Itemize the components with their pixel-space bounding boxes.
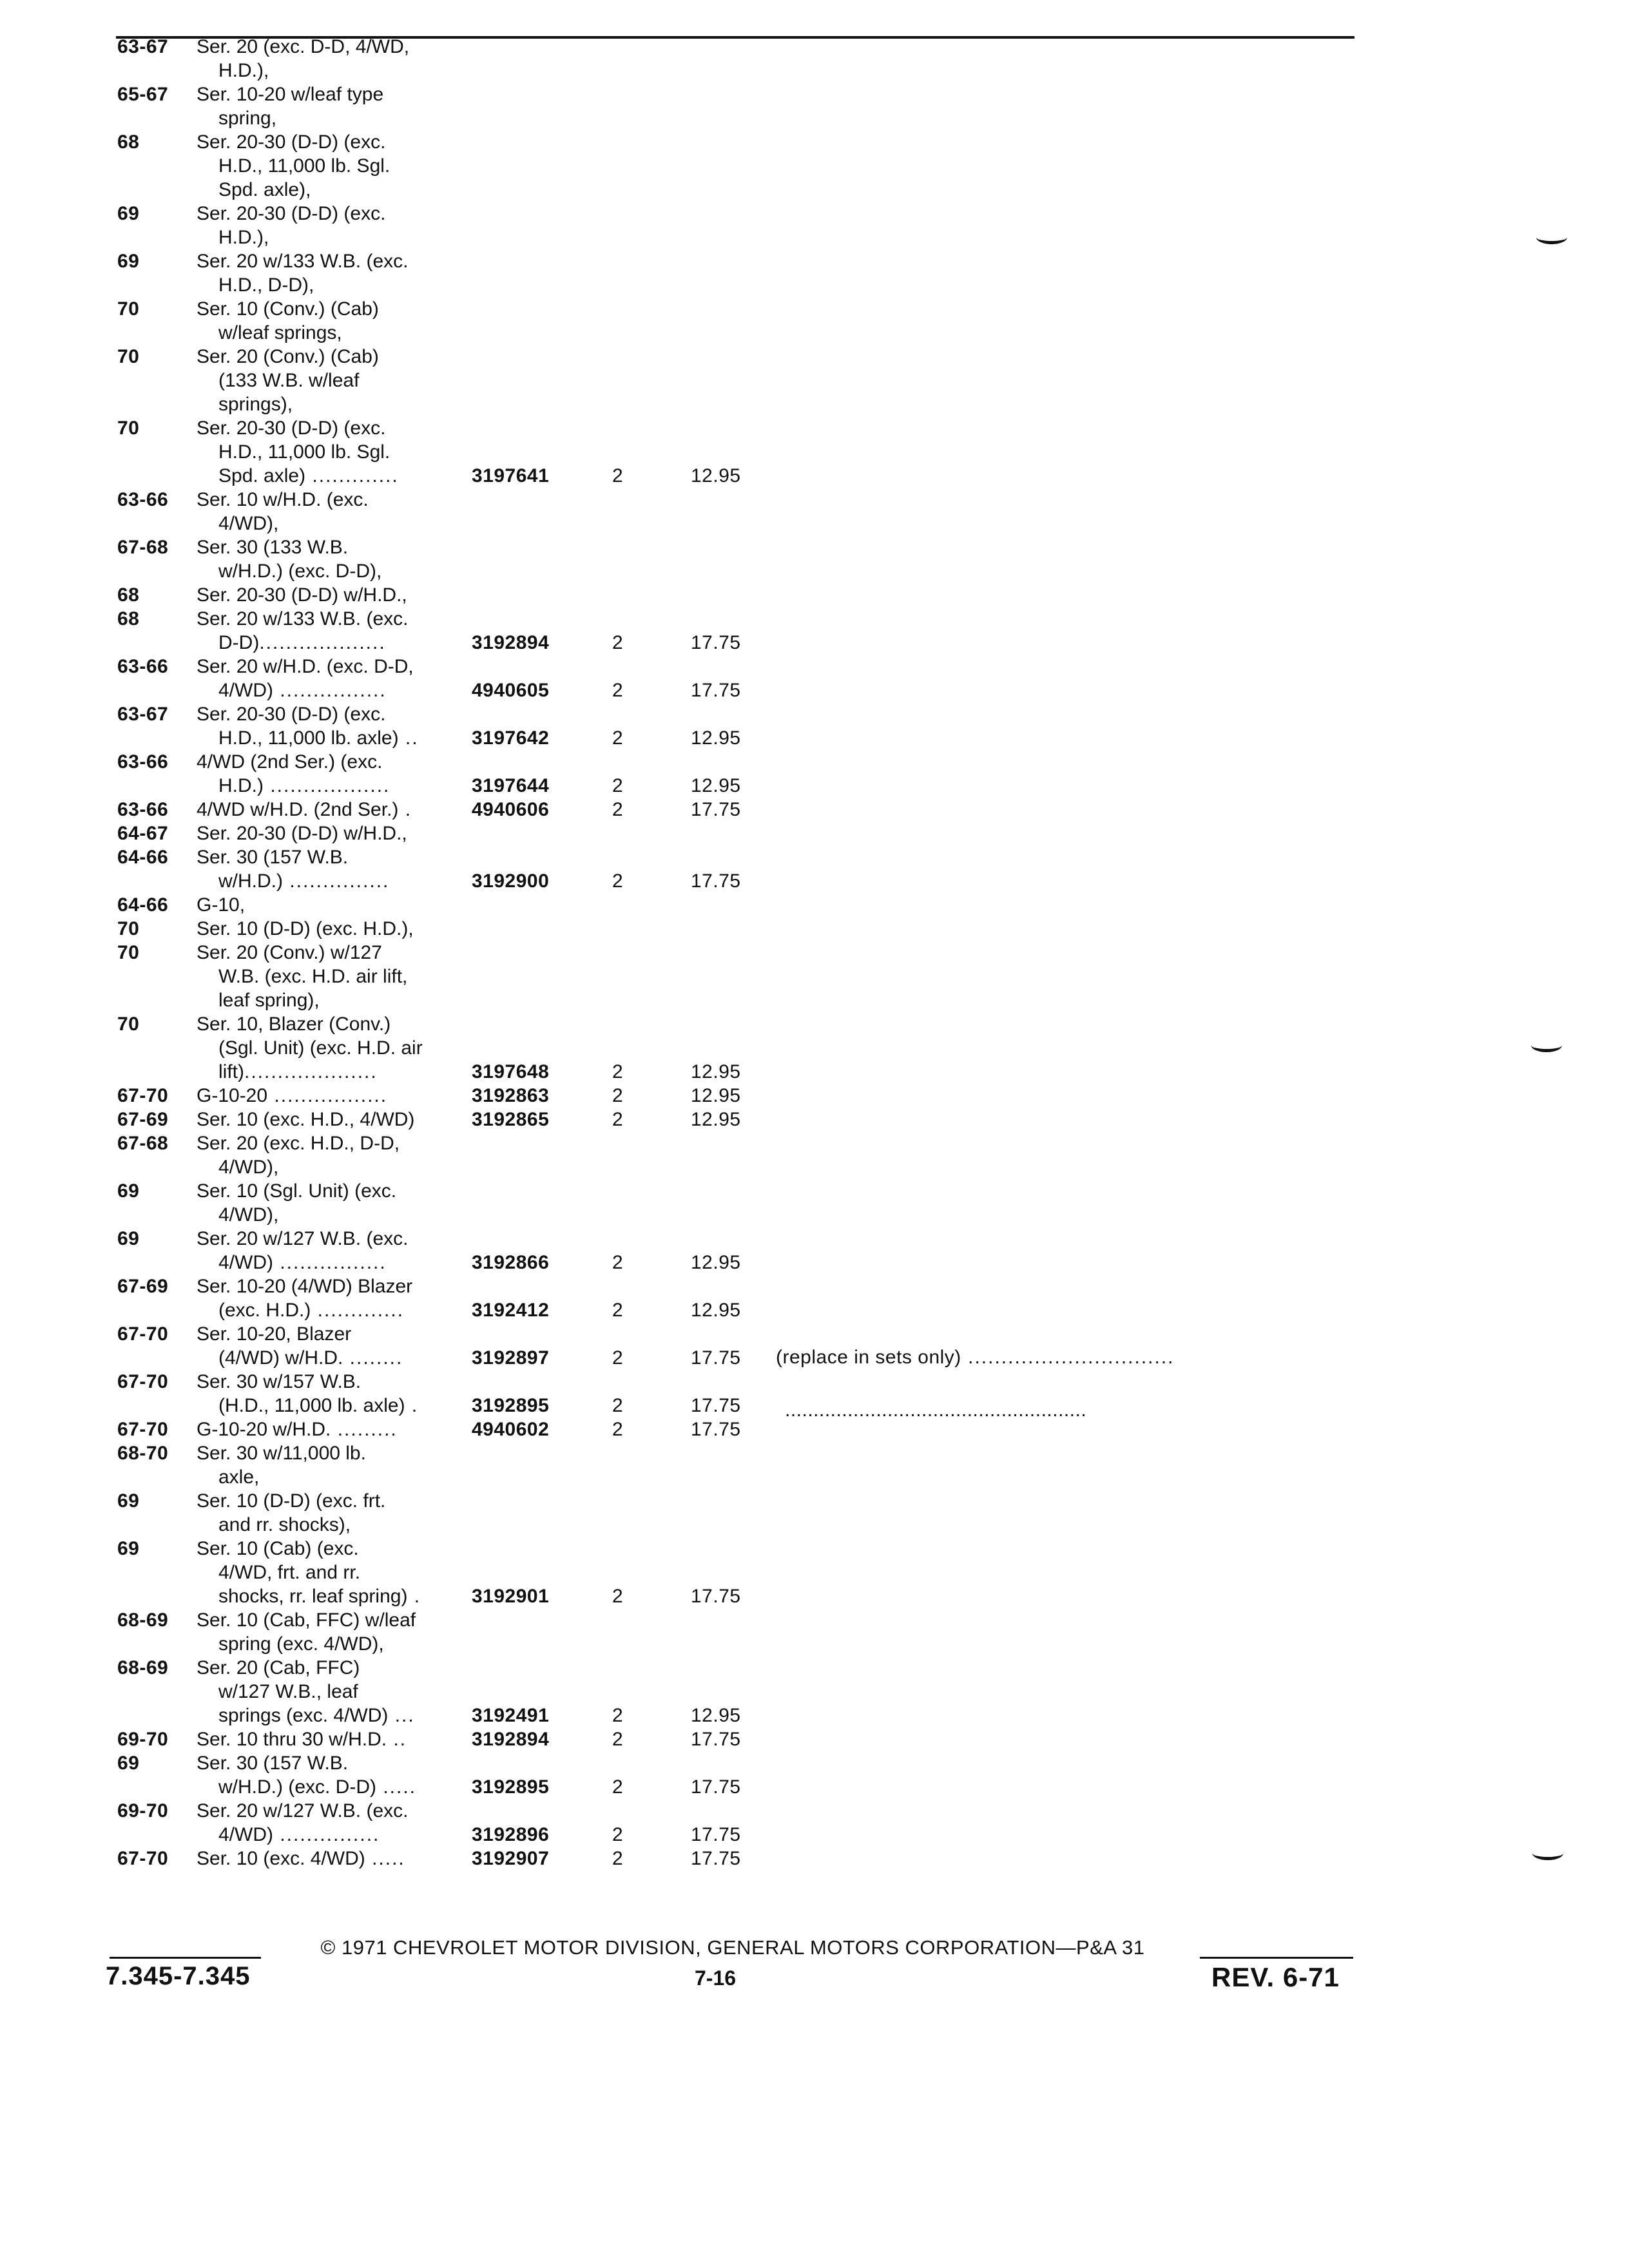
price: 17.75	[691, 1729, 741, 1750]
description-text: w/H.D.)	[218, 870, 283, 892]
quantity: 2	[612, 1395, 623, 1416]
application-description	[197, 822, 583, 845]
application-description	[197, 488, 583, 535]
model-year: 69	[117, 1228, 140, 1249]
model-year: 67-70	[117, 1848, 169, 1869]
model-year: 70	[117, 298, 140, 320]
model-year: 68	[117, 131, 140, 153]
description-line	[197, 559, 583, 583]
quantity: 2	[612, 465, 623, 486]
model-year: 63-66	[117, 799, 169, 820]
description-text: 4/WD)	[218, 1252, 273, 1273]
model-year: 69	[117, 251, 140, 272]
description-line	[197, 750, 583, 774]
application-description	[197, 941, 583, 1012]
model-year: 69	[117, 1538, 140, 1559]
application-description	[197, 249, 583, 297]
description-text: H.D.),	[218, 60, 269, 81]
model-year: 70	[117, 346, 140, 367]
price: 17.75	[691, 870, 741, 892]
model-year: 69	[117, 1753, 140, 1774]
model-year: 70	[117, 418, 140, 439]
description-line	[197, 35, 583, 59]
model-year: 69-70	[117, 1729, 169, 1750]
description-line	[197, 1203, 583, 1227]
quantity: 2	[612, 1419, 623, 1440]
description-text: Ser. 20 w/H.D. (exc. D-D,	[197, 656, 414, 677]
application-description	[197, 583, 583, 607]
dot-leader: ..	[398, 727, 419, 749]
description-line	[197, 822, 583, 845]
description-line	[197, 1608, 583, 1632]
revision-label: REV. 6-71	[1211, 1962, 1340, 1992]
replace-note-leader: ...............................	[961, 1347, 1175, 1368]
model-year: 63-66	[117, 656, 169, 677]
description-text: Ser. 20 (exc. D-D, 4/WD,	[197, 36, 410, 57]
model-year: 63-67	[117, 36, 169, 57]
description-line	[197, 392, 583, 416]
description-line	[197, 154, 583, 178]
description-line	[197, 178, 583, 202]
description-text: Ser. 10, Blazer (Conv.)	[197, 1014, 391, 1035]
description-line	[197, 1036, 583, 1060]
application-description	[197, 297, 583, 345]
description-text: Ser. 30 (157 W.B.	[197, 1753, 349, 1774]
price: 12.95	[691, 1085, 741, 1106]
part-number: 3192897	[472, 1347, 550, 1369]
description-text: Ser. 10-20 (4/WD) Blazer	[197, 1276, 413, 1297]
description-line	[197, 297, 583, 321]
description-text: D-D)	[218, 632, 260, 653]
description-text: 4/WD),	[218, 1157, 279, 1178]
description-text: shocks, rr. leaf spring)	[218, 1586, 408, 1607]
model-year: 67-68	[117, 1133, 169, 1154]
description-text: G-10-20	[197, 1085, 268, 1106]
description-text: Ser. 20 (Conv.) (Cab)	[197, 346, 379, 367]
quantity: 2	[612, 870, 623, 892]
dot-leader: ...............	[273, 1824, 380, 1845]
description-line	[197, 1561, 583, 1584]
description-text: Ser. 10 w/H.D. (exc.	[197, 489, 369, 510]
price: 12.95	[691, 1109, 741, 1130]
continuation-leader: .....................................................	[785, 1399, 1087, 1421]
description-line	[197, 321, 583, 345]
dot-leader: .....	[376, 1776, 416, 1798]
description-line	[197, 416, 583, 440]
price: 17.75	[691, 1848, 741, 1869]
description-line	[197, 893, 583, 917]
model-year: 69	[117, 203, 140, 224]
quantity: 2	[612, 1252, 623, 1273]
description-line	[197, 512, 583, 535]
dot-leader: ...................	[259, 632, 386, 653]
description-text: w/leaf springs,	[218, 322, 342, 343]
dot-leader: ...	[388, 1705, 415, 1726]
model-year: 63-67	[117, 704, 169, 725]
description-text: Ser. 10 (D-D) (exc. H.D.),	[197, 918, 414, 939]
application-description	[197, 1608, 583, 1656]
description-text: Ser. 20-30 (D-D) (exc.	[197, 704, 386, 725]
quantity: 2	[612, 775, 623, 796]
price: 17.75	[691, 1824, 741, 1845]
application-description	[197, 345, 583, 416]
dot-leader: ..	[387, 1729, 407, 1750]
application-description	[197, 1441, 583, 1489]
quantity: 2	[612, 1061, 623, 1082]
footer-rule-right	[1200, 1957, 1353, 1959]
description-line	[197, 1632, 583, 1656]
description-text: spring,	[218, 108, 277, 129]
description-text: (H.D., 11,000 lb. axle)	[218, 1395, 405, 1416]
part-number: 3192901	[472, 1586, 550, 1607]
description-text: leaf spring),	[218, 990, 320, 1011]
description-text: Ser. 10 (Sgl. Unit) (exc.	[197, 1180, 397, 1202]
part-number: 3192895	[472, 1395, 550, 1416]
model-year: 65-67	[117, 84, 169, 105]
description-text: Ser. 20 w/133 W.B. (exc.	[197, 608, 409, 629]
part-number: 3192900	[472, 870, 550, 892]
description-line	[197, 130, 583, 154]
price: 17.75	[691, 1776, 741, 1798]
model-year: 67-70	[117, 1085, 169, 1106]
application-description	[197, 35, 583, 82]
model-year: 68	[117, 608, 140, 629]
price: 12.95	[691, 775, 741, 796]
quantity: 2	[612, 1705, 623, 1726]
quantity: 2	[612, 1300, 623, 1321]
part-number: 4940602	[472, 1419, 550, 1440]
dot-leader: ........	[343, 1347, 403, 1369]
description-text: 4/WD),	[218, 513, 279, 534]
description-text: Spd. axle)	[218, 465, 306, 486]
description-line	[197, 369, 583, 392]
description-text: (Sgl. Unit) (exc. H.D. air	[218, 1037, 423, 1059]
page-number: 7-16	[695, 1966, 737, 1990]
part-number: 3192865	[472, 1109, 550, 1130]
description-line	[197, 535, 583, 559]
description-text: Ser. 20 (exc. H.D., D-D,	[197, 1133, 400, 1154]
description-text: Ser. 10 (Cab) (exc.	[197, 1538, 359, 1559]
dot-leader: .............	[305, 465, 399, 486]
description-text: (133 W.B. w/leaf	[218, 370, 360, 391]
quantity: 2	[612, 1085, 623, 1106]
description-line	[197, 59, 583, 82]
application-description	[197, 82, 583, 130]
dot-leader: ....................	[244, 1061, 378, 1082]
dot-leader: .....	[365, 1848, 405, 1869]
description-text: Ser. 20 w/133 W.B. (exc.	[197, 251, 409, 272]
description-line	[197, 917, 583, 941]
quantity: 2	[612, 1586, 623, 1607]
model-year: 63-66	[117, 489, 169, 510]
part-number: 3192866	[472, 1252, 550, 1273]
description-text: Ser. 30 (133 W.B.	[197, 537, 349, 558]
model-year: 67-69	[117, 1109, 169, 1130]
quantity: 2	[612, 632, 623, 653]
quantity: 2	[612, 1109, 623, 1130]
dot-leader: ..................	[264, 775, 390, 796]
description-line	[197, 1680, 583, 1704]
application-description	[197, 917, 583, 941]
description-text: springs),	[218, 394, 293, 415]
quantity: 2	[612, 1776, 623, 1798]
application-description	[197, 1179, 583, 1227]
description-text: Ser. 20-30 (D-D) w/H.D.,	[197, 823, 407, 844]
application-description	[197, 535, 583, 583]
dot-leader: ...............	[283, 870, 390, 892]
description-line	[197, 1441, 583, 1465]
description-text: H.D.)	[218, 775, 264, 796]
description-line	[197, 1131, 583, 1155]
description-text: Ser. 10 (exc. H.D., 4/WD)	[197, 1109, 415, 1130]
description-line	[197, 202, 583, 226]
description-line	[197, 249, 583, 273]
description-line	[197, 1799, 583, 1823]
margin-tick-mark	[1531, 1039, 1562, 1052]
part-number: 3192896	[472, 1824, 550, 1845]
model-year: 70	[117, 918, 140, 939]
description-text: w/127 W.B., leaf	[218, 1681, 358, 1702]
replace-in-sets-note	[776, 1345, 1175, 1369]
application-description	[197, 1489, 583, 1537]
quantity: 2	[612, 1824, 623, 1845]
part-number: 3192895	[472, 1776, 550, 1798]
description-text: G-10,	[197, 894, 246, 916]
description-line	[197, 1513, 583, 1537]
description-line	[197, 941, 583, 965]
quantity: 2	[612, 1729, 623, 1750]
description-text: Ser. 20-30 (D-D) w/H.D.,	[197, 584, 407, 606]
description-text: Spd. axle),	[218, 179, 311, 200]
model-year: 69	[117, 1490, 140, 1512]
page-code: 7.345-7.345	[106, 1962, 251, 1990]
description-line	[197, 1370, 583, 1394]
description-line	[197, 1465, 583, 1489]
description-text: and rr. shocks),	[218, 1514, 351, 1535]
description-line	[197, 273, 583, 297]
price: 17.75	[691, 1395, 741, 1416]
margin-tick-mark	[1536, 231, 1567, 244]
description-text: Ser. 30 w/157 W.B.	[197, 1371, 361, 1392]
model-year: 70	[117, 942, 140, 963]
price: 12.95	[691, 727, 741, 749]
description-text: H.D., 11,000 lb. Sgl.	[218, 155, 390, 177]
price: 17.75	[691, 632, 741, 653]
price: 17.75	[691, 1586, 741, 1607]
description-text: Ser. 10 (exc. 4/WD)	[197, 1848, 365, 1869]
description-text: H.D., D-D),	[218, 274, 314, 296]
description-line	[197, 1155, 583, 1179]
description-text: 4/WD),	[218, 1204, 279, 1225]
dot-leader: .	[405, 1395, 419, 1416]
description-text: Ser. 20-30 (D-D) (exc.	[197, 131, 386, 153]
model-year: 64-66	[117, 847, 169, 868]
part-number: 3197642	[472, 727, 550, 749]
description-text: Ser. 20 w/127 W.B. (exc.	[197, 1800, 409, 1821]
description-text: Ser. 20-30 (D-D) (exc.	[197, 418, 386, 439]
description-text: Ser. 30 (157 W.B.	[197, 847, 349, 868]
price: 12.95	[691, 1300, 741, 1321]
description-text: Ser. 20-30 (D-D) (exc.	[197, 203, 386, 224]
description-text: H.D., 11,000 lb. Sgl.	[218, 441, 390, 463]
description-text: W.B. (exc. H.D. air lift,	[218, 966, 408, 987]
description-text: (4/WD) w/H.D.	[218, 1347, 343, 1369]
model-year: 64-66	[117, 894, 169, 916]
description-text: 4/WD, frt. and rr.	[218, 1562, 361, 1583]
description-line	[197, 1656, 583, 1680]
description-text: springs (exc. 4/WD)	[218, 1705, 389, 1726]
application-description	[197, 893, 583, 917]
description-text: Ser. 10 (Conv.) (Cab)	[197, 298, 379, 320]
part-number: 3192894	[472, 632, 550, 653]
description-line	[197, 1012, 583, 1036]
description-line	[197, 1322, 583, 1346]
description-text: Ser. 30 w/11,000 lb.	[197, 1443, 366, 1464]
dot-leader: .............	[311, 1300, 405, 1321]
model-year: 67-68	[117, 537, 169, 558]
description-text: Ser. 20 w/127 W.B. (exc.	[197, 1228, 409, 1249]
price: 12.95	[691, 1705, 741, 1726]
description-line	[197, 1537, 583, 1561]
description-text: lift)	[218, 1061, 244, 1082]
model-year: 69	[117, 1180, 140, 1202]
part-number: 4940606	[472, 799, 550, 820]
model-year: 67-69	[117, 1276, 169, 1297]
description-text: 4/WD (2nd Ser.) (exc.	[197, 751, 383, 773]
part-number: 3192491	[472, 1705, 550, 1726]
price: 17.75	[691, 1347, 741, 1369]
model-year: 68-69	[117, 1657, 169, 1678]
application-description	[197, 202, 583, 249]
description-text: Ser. 20 (Cab, FFC)	[197, 1657, 360, 1678]
description-line	[197, 965, 583, 988]
description-text: axle,	[218, 1466, 260, 1488]
description-line	[197, 1227, 583, 1251]
description-text: w/H.D.) (exc. D-D)	[218, 1776, 376, 1798]
description-text: Ser. 10-20, Blazer	[197, 1323, 352, 1345]
model-year: 64-67	[117, 823, 169, 844]
description-line	[197, 226, 583, 249]
description-line	[197, 488, 583, 512]
description-line	[197, 655, 583, 678]
description-line	[197, 1274, 583, 1298]
dot-leader: .................	[267, 1085, 388, 1106]
price: 17.75	[691, 1419, 741, 1440]
model-year: 68	[117, 584, 140, 606]
price: 17.75	[691, 799, 741, 820]
description-line	[197, 1179, 583, 1203]
description-line	[197, 607, 583, 631]
application-description	[197, 1131, 583, 1179]
price: 12.95	[691, 465, 741, 486]
description-line	[197, 440, 583, 464]
description-line	[197, 583, 583, 607]
part-number: 4940605	[472, 680, 550, 701]
description-text: w/H.D.) (exc. D-D),	[218, 561, 382, 582]
quantity: 2	[612, 1347, 623, 1369]
model-year: 68-69	[117, 1610, 169, 1631]
description-text: 4/WD w/H.D. (2nd Ser.)	[197, 799, 399, 820]
description-line	[197, 1489, 583, 1513]
description-text: spring (exc. 4/WD),	[218, 1633, 384, 1655]
description-line	[197, 106, 583, 130]
part-number: 3197644	[472, 775, 550, 796]
part-number: 3192412	[472, 1300, 550, 1321]
quantity: 2	[612, 1848, 623, 1869]
description-text: H.D.),	[218, 227, 269, 248]
price: 12.95	[691, 1252, 741, 1273]
model-year: 70	[117, 1014, 140, 1035]
replace-note-text: (replace in sets only)	[776, 1347, 961, 1368]
description-text: Ser. 10 (D-D) (exc. frt.	[197, 1490, 386, 1512]
price: 17.75	[691, 680, 741, 701]
model-year: 67-70	[117, 1419, 169, 1440]
dot-leader: .........	[331, 1419, 398, 1440]
margin-tick-mark	[1532, 1847, 1563, 1860]
description-line	[197, 1751, 583, 1775]
description-text: Ser. 10 (Cab, FFC) w/leaf	[197, 1610, 416, 1631]
description-text: 4/WD)	[218, 680, 273, 701]
price: 12.95	[691, 1061, 741, 1082]
part-number: 3192907	[472, 1848, 550, 1869]
dot-leader: ................	[273, 1252, 387, 1273]
quantity: 2	[612, 727, 623, 749]
description-line	[197, 988, 583, 1012]
part-number: 3197641	[472, 465, 550, 486]
description-line	[197, 845, 583, 869]
copyright-line: © 1971 CHEVROLET MOTOR DIVISION, GENERAL MOTORS CORPORATION—P&A 31	[320, 1936, 1145, 1959]
description-text: Ser. 10 thru 30 w/H.D.	[197, 1729, 387, 1750]
description-text: H.D., 11,000 lb. axle)	[218, 727, 399, 749]
part-number: 3192863	[472, 1085, 550, 1106]
dot-leader: ................	[273, 680, 387, 701]
description-text: Ser. 20 (Conv.) w/127	[197, 942, 382, 963]
model-year: 67-70	[117, 1323, 169, 1345]
description-line	[197, 82, 583, 106]
quantity: 2	[612, 680, 623, 701]
application-description	[197, 130, 583, 202]
model-year: 69-70	[117, 1800, 169, 1821]
description-line	[197, 345, 583, 369]
description-text: 4/WD)	[218, 1824, 273, 1845]
description-text: Ser. 10-20 w/leaf type	[197, 84, 384, 105]
model-year: 67-70	[117, 1371, 169, 1392]
description-text: G-10-20 w/H.D.	[197, 1419, 331, 1440]
description-line	[197, 702, 583, 726]
part-number: 3192894	[472, 1729, 550, 1750]
quantity: 2	[612, 799, 623, 820]
dot-leader: .	[407, 1586, 421, 1607]
part-number: 3197648	[472, 1061, 550, 1082]
model-year: 68-70	[117, 1443, 169, 1464]
model-year: 63-66	[117, 751, 169, 773]
description-text: (exc. H.D.)	[218, 1300, 311, 1321]
dot-leader: .	[398, 799, 412, 820]
